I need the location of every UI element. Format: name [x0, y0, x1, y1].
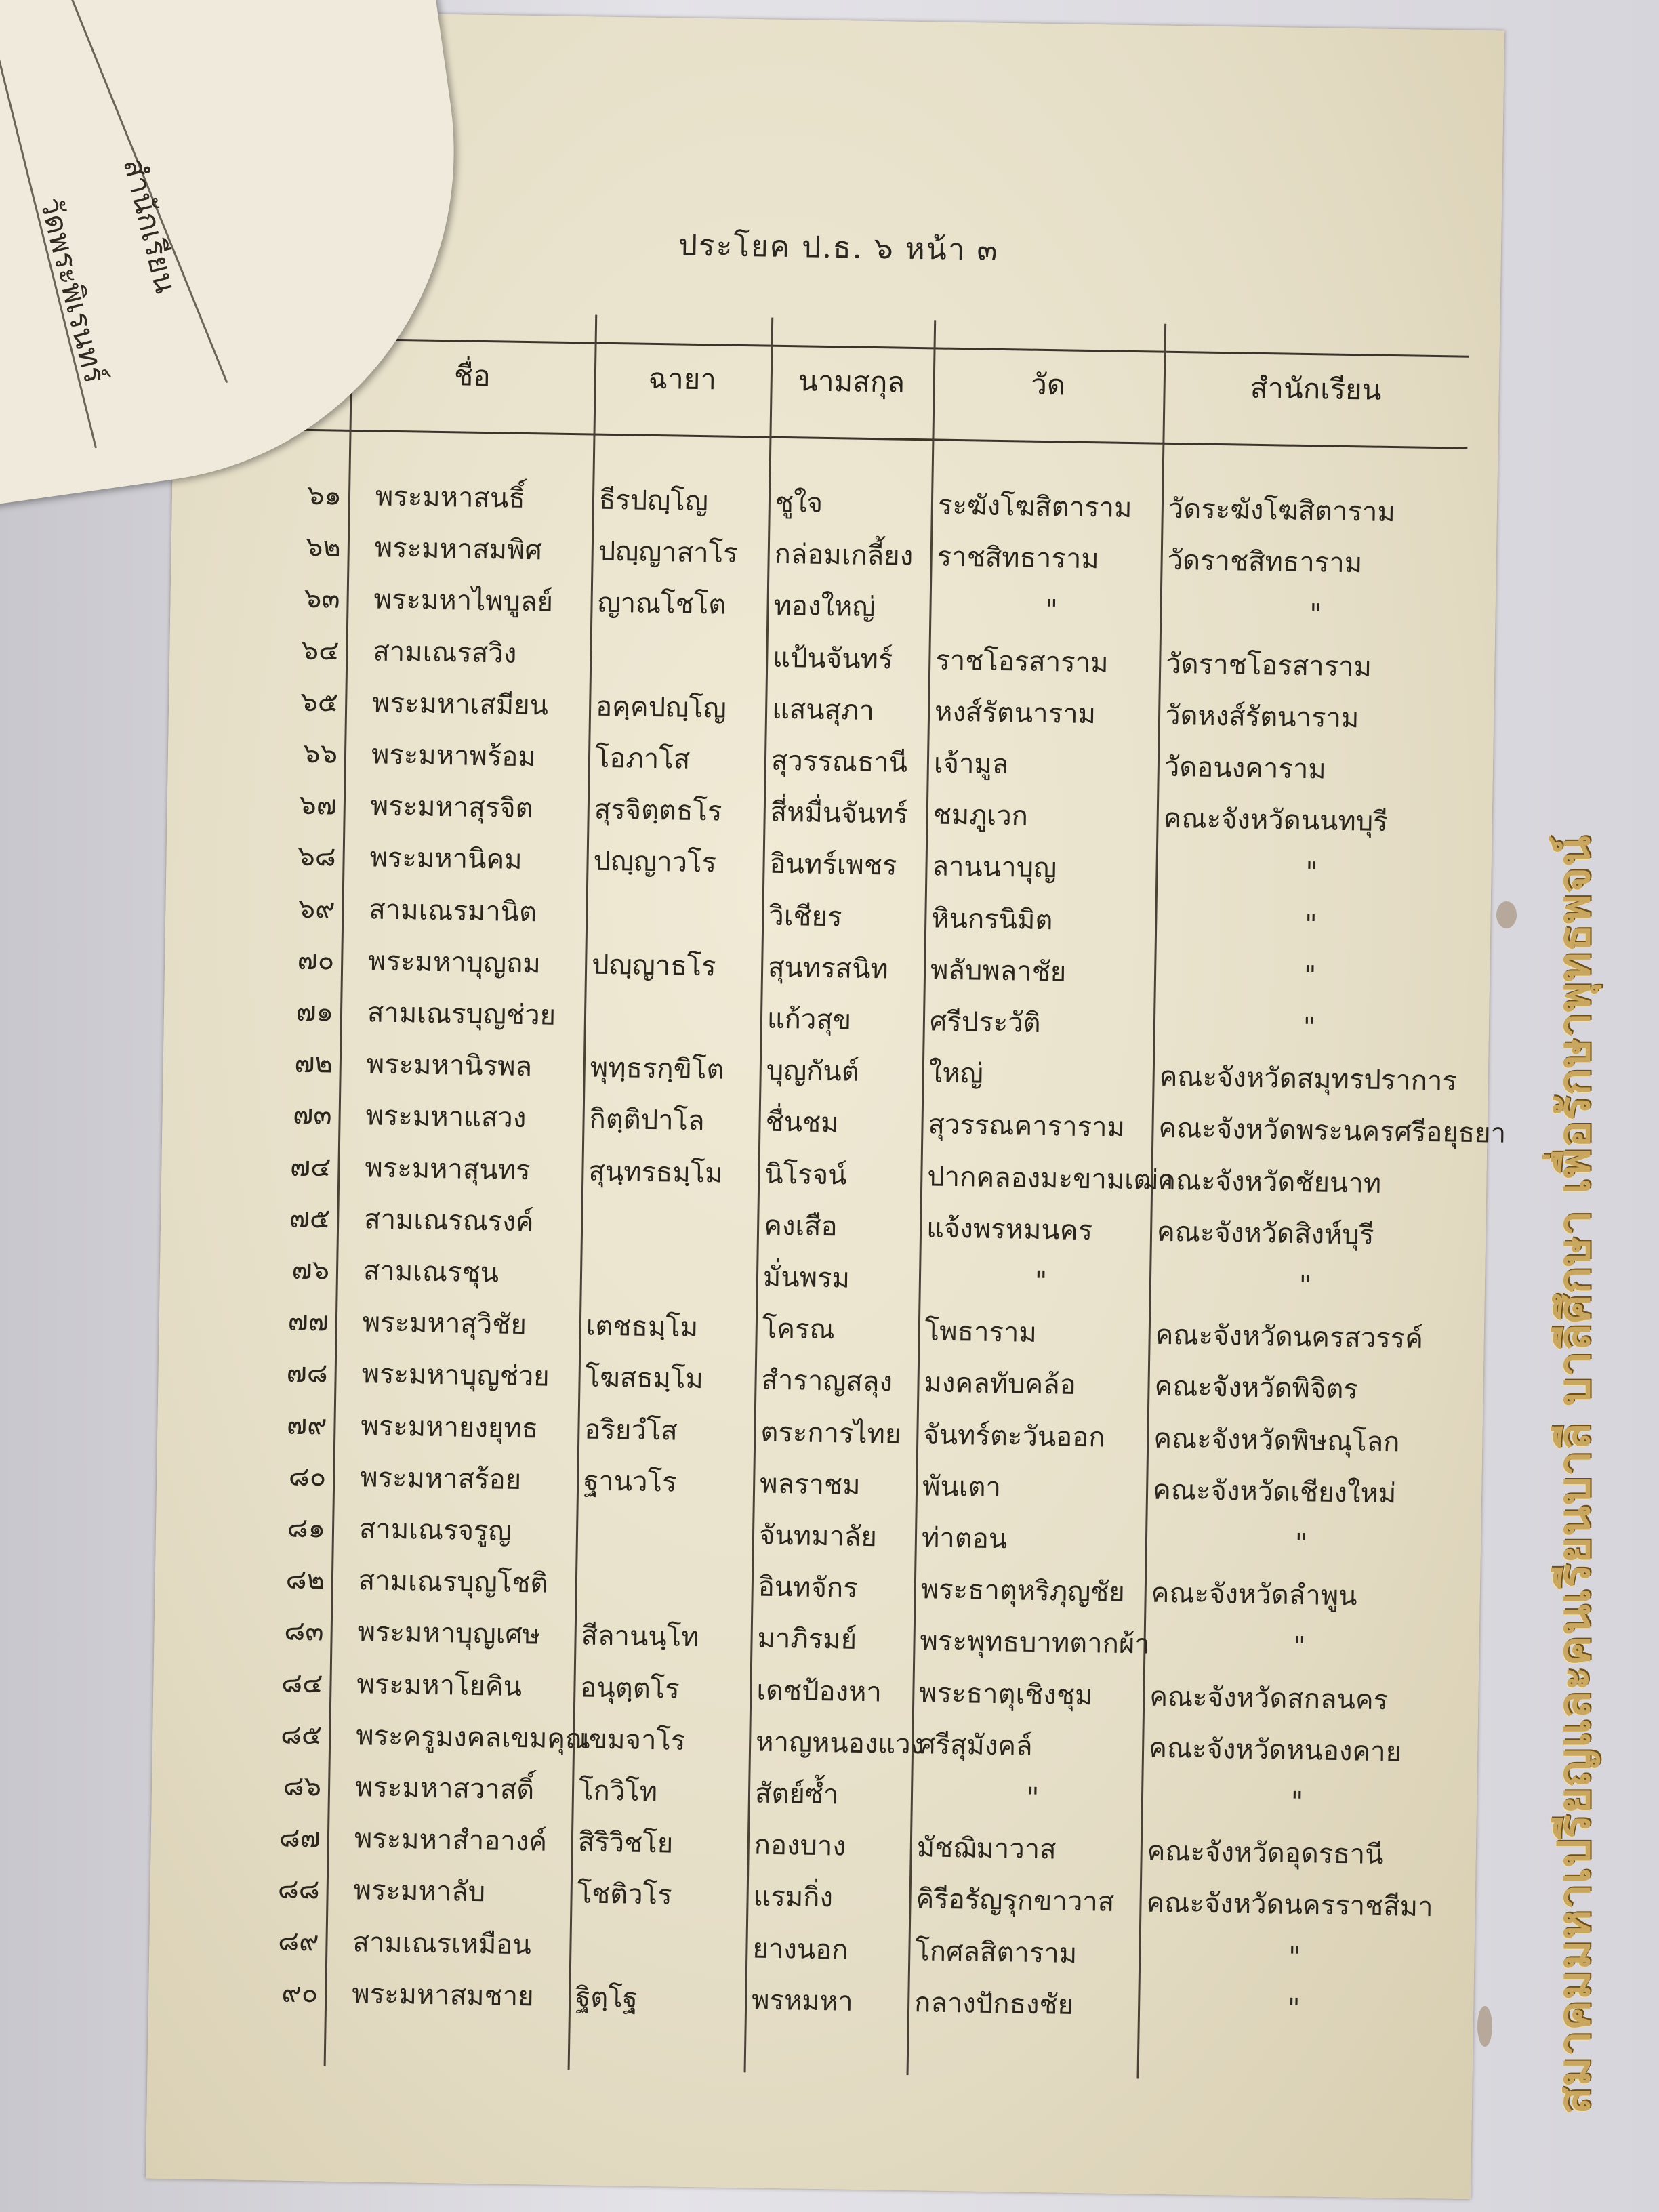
row-name: พระมหาแสวง [365, 1100, 527, 1134]
row-name: สามเณรสวิง [373, 636, 517, 670]
row-wat: ศรีสุมังคล์ [918, 1729, 1033, 1762]
row-alias: โชติวโร [577, 1878, 673, 1911]
row-name: สามเณรบุญโชติ [358, 1565, 548, 1599]
row-alias: โกวิโท [578, 1775, 658, 1808]
row-alias: ปญฺญาสาโร [598, 535, 738, 570]
row-number: ๗๖ [291, 1254, 330, 1286]
row-surname: สุนทรสนิท [767, 951, 889, 985]
row-surname: คงเสือ [763, 1210, 838, 1243]
row-school: คณะจังหวัดสกลนคร [1149, 1681, 1389, 1716]
row-number: ๘๔ [281, 1667, 323, 1700]
row-wat: ท่าตอน [921, 1522, 1008, 1555]
row-school: " [1290, 1786, 1304, 1818]
row-school: วัดราชโอรสาราม [1165, 648, 1372, 683]
row-school: คณะจังหวัดพิษณุโลก [1153, 1422, 1400, 1458]
row-school: วัดอนงคาราม [1164, 751, 1327, 785]
row-name: พระมหาสนธิ์ [375, 480, 526, 514]
row-name: พระมหานิรพล [366, 1048, 533, 1083]
row-school: " [1294, 1528, 1308, 1560]
row-surname: สำราญสลุง [761, 1364, 893, 1399]
row-name: พระมหานิคม [369, 842, 523, 876]
row-alias: อริยวํโส [584, 1414, 678, 1447]
row-name: พระมหาสุนทร [365, 1151, 531, 1186]
row-wat: ชมภูเวก [933, 799, 1029, 832]
row-name: พระมหาโยคิน [356, 1668, 523, 1702]
header-name: ชื่อ [453, 359, 491, 393]
row-wat: มงคลทับคล้อ [924, 1367, 1077, 1401]
row-wat: หินกรนิมิต [930, 903, 1053, 936]
row-name: พระมหาสวาสดิ์ [354, 1771, 535, 1806]
row-surname: บุญกันต์ [766, 1054, 860, 1088]
row-number: ๗๕ [289, 1202, 331, 1235]
row-name: สามเณรจรูญ [359, 1513, 512, 1547]
row-number: ๖๙ [298, 893, 335, 925]
row-surname: ยางนอก [752, 1933, 848, 1966]
row-name: พระมหาพร้อม [371, 739, 537, 773]
row-number: ๗๓ [292, 1099, 333, 1131]
row-surname: ตระการไทย [760, 1416, 901, 1450]
row-wat: " [1044, 594, 1059, 626]
row-wat: พระธาตุเชิงชุม [919, 1677, 1093, 1711]
row-school: " [1303, 960, 1317, 992]
row-alias: เตชธมฺโม [586, 1310, 699, 1344]
row-school: คณะจังหวัดสิงห์บุรี [1156, 1216, 1374, 1251]
row-number: ๙๐ [281, 1977, 319, 2009]
row-wat: กลางปักธงชัย [914, 1987, 1074, 2021]
row-number: ๘๕ [280, 1719, 323, 1751]
row-school: คณะจังหวัดเชียงใหม่ [1152, 1474, 1397, 1510]
row-name: พระมหาไพบูลย์ [373, 583, 554, 618]
row-alias: สีลานนฺโท [581, 1620, 699, 1654]
row-school: " [1287, 1992, 1300, 2024]
row-alias: ปญฺญาธโร [591, 949, 716, 983]
row-surname: ทองใหญ่ [773, 590, 876, 623]
row-name: สามเณรชุน [363, 1255, 499, 1289]
row-surname: อินทจักร [758, 1571, 859, 1605]
row-wat: ใหญ่ [928, 1057, 984, 1090]
row-school: " [1304, 908, 1317, 940]
row-surname: แสนสุภา [771, 693, 875, 726]
row-wat: สุวรรณคาราราม [928, 1109, 1126, 1144]
row-wat: ศรีประวัติ [929, 1006, 1041, 1039]
row-name: พระมหาสร้อย [359, 1462, 522, 1496]
row-surname: โครณ [762, 1313, 835, 1346]
row-wat: โพธาราม [924, 1315, 1038, 1349]
row-name: พระมหาสำอางค์ [354, 1823, 548, 1858]
row-surname: สัตย์ซ้ำ [754, 1778, 839, 1811]
row-surname: กล่อมเกลี้ยง [774, 538, 914, 573]
row-name: พระมหาบุญถม [367, 945, 541, 980]
row-wat: หงส์รัตนาราม [934, 696, 1097, 730]
row-number: ๘๗ [279, 1822, 321, 1854]
watermark: สมาคมมหาเปรียญและคนเรียนบาลี บาลีศึกษา เพื่อรักษาพุทธพจน์ [1547, 835, 1600, 2114]
row-surname: เดชป้องหา [756, 1675, 882, 1708]
previous-page-row: วัดพระพิเรนทร์ [33, 194, 112, 387]
row-school: วัดระฆังโฆสิตาราม [1168, 493, 1396, 529]
row-wat: ปากคลองมะขามเฒ่า [926, 1160, 1174, 1196]
row-wat: โกศลสิตาราม [915, 1935, 1078, 1969]
row-name: สามเณรมานิต [369, 893, 537, 928]
row-surname: กองบาง [754, 1829, 846, 1862]
header-school: สำนักเรียน [1250, 371, 1382, 407]
row-number: ๗๙ [286, 1409, 327, 1441]
row-alias: ธีรปญฺโญ [598, 484, 709, 518]
row-school: คณะจังหวัดนครราชสีมา [1146, 1887, 1433, 1923]
row-number: ๘๘ [277, 1873, 321, 1906]
row-name: พระมหาบุญเศษ [357, 1616, 541, 1651]
row-alias: เขมจาโร [579, 1723, 686, 1757]
page-title: ประโยค ป.ธ. ๖ หน้า ๓ [678, 228, 999, 268]
row-name: พระมหาสุรจิต [370, 790, 534, 825]
row-alias: สุรจิตฺตธโร [594, 794, 722, 827]
row-number: ๗๔ [289, 1151, 331, 1183]
row-surname: พลราชม [759, 1468, 861, 1501]
row-number: ๖๓ [304, 583, 340, 615]
results-table [263, 310, 1507, 2024]
row-surname: ชื่นชม [765, 1107, 839, 1139]
row-wat: ราชโอรสาราม [935, 644, 1109, 679]
row-wat: ราชสิทธาราม [937, 541, 1100, 575]
row-surname: แก้วสุข [766, 1003, 852, 1036]
row-school: วัดราชสิทธาราม [1167, 545, 1363, 579]
row-school: คณะจังหวัดพิจิตร [1154, 1371, 1359, 1406]
row-school: คณะจังหวัดนนทบุรี [1163, 802, 1389, 838]
row-school: คณะจังหวัดสมุทรปราการ [1159, 1061, 1458, 1097]
table-header-rule [262, 428, 1468, 449]
row-name: พระมหาสุวิชัย [362, 1307, 527, 1341]
row-wat: พระธาตุหริภุญชัย [920, 1574, 1126, 1609]
row-number: ๗๒ [294, 1047, 333, 1080]
row-wat: " [1026, 1782, 1040, 1814]
previous-page-header: สำนักเรียน [116, 155, 184, 297]
row-surname: มาภิรมย์ [757, 1622, 857, 1656]
row-number: ๘๓ [284, 1615, 325, 1647]
header-surname: นามสกุล [798, 364, 905, 399]
row-wat: พันเตา [922, 1471, 1002, 1503]
row-name: พระมหาเสมียน [371, 687, 549, 722]
row-alias: ฐานวโร [583, 1465, 677, 1498]
row-wat: แจ้งพรหมนคร [926, 1212, 1093, 1247]
row-number: ๘๑ [287, 1512, 326, 1544]
row-school: วัดหงส์รัตนาราม [1164, 699, 1359, 735]
row-surname: สี่หมื่นจันทร์ [770, 796, 909, 831]
row-number: ๖๔ [301, 634, 340, 667]
header-wat: วัด [1030, 367, 1066, 402]
row-alias: โอภาโส [594, 742, 691, 775]
row-wat: ลานนาบุญ [932, 851, 1057, 884]
row-alias: สุนฺทรธมฺโม [588, 1155, 724, 1189]
row-surname: นิโรจน์ [764, 1158, 847, 1191]
row-alias: ปญฺญาวโร [593, 845, 717, 879]
row-surname: แรมกิ่ง [753, 1881, 834, 1914]
row-name: สามเณรบุญช่วย [367, 997, 556, 1031]
paper-stain [1477, 2006, 1492, 2047]
row-surname: มั่นพรม [762, 1261, 851, 1294]
row-alias: สิริวิชโย [577, 1826, 674, 1860]
row-number: ๖๑ [306, 479, 342, 512]
row-name: พระมหายงยุทธ [361, 1410, 539, 1445]
row-number: ๗๗ [287, 1305, 329, 1338]
row-surname: จันทมาลัย [758, 1519, 878, 1553]
row-wat: เจ้ามูล [933, 747, 1009, 781]
row-surname: สุวรรณธานี [771, 745, 908, 779]
row-number: ๗๐ [297, 944, 335, 977]
row-number: ๘๖ [283, 1770, 322, 1803]
row-wat: พลับพลาชัย [930, 954, 1067, 988]
row-number: ๖๘ [298, 841, 337, 874]
row-number: ๗๘ [286, 1357, 329, 1389]
row-alias: โฆสธมฺโม [585, 1361, 704, 1395]
row-school: คณะจังหวัดลำพูน [1151, 1577, 1357, 1612]
row-school: " [1309, 598, 1323, 630]
row-school: คณะจังหวัดหนองคาย [1148, 1732, 1402, 1768]
row-alias: ญาณโชโต [597, 588, 726, 621]
row-name: พระครูมงคลเขมคุณ [355, 1720, 591, 1755]
row-surname: ชูใจ [775, 487, 823, 519]
row-school: " [1303, 1012, 1316, 1044]
row-wat: พระพุทธบาทตากผ้า [920, 1625, 1151, 1661]
row-wat: " [1034, 1265, 1048, 1298]
row-name: พระมหาลับ [353, 1875, 486, 1908]
row-number: ๘๒ [285, 1563, 325, 1596]
row-number: ๖๒ [305, 531, 342, 563]
row-number: ๖๕ [300, 686, 339, 718]
row-number: ๘๐ [288, 1460, 327, 1493]
row-name: พระมหาสมพิศ [374, 532, 543, 567]
row-school: " [1305, 857, 1319, 888]
row-surname: อินทร์เพชร [769, 848, 897, 882]
row-number: ๖๖ [302, 737, 338, 770]
row-school: คณะจังหวัดพระนครศรีอยุธยา [1158, 1113, 1507, 1150]
row-surname: แป้นจันทร์ [772, 642, 893, 676]
header-alias: ฉายา [648, 361, 717, 396]
row-alias: กิตฺติปาโล [589, 1103, 705, 1137]
row-school: คณะจังหวัดชัยนาท [1157, 1164, 1382, 1200]
row-alias: อนุตฺตโร [580, 1672, 680, 1705]
row-number: ๖๗ [299, 789, 337, 821]
row-surname: วิเชียร [769, 900, 842, 933]
row-alias: ฐิตฺโฐ [575, 1982, 638, 2014]
row-name: สามเณรเหมือน [352, 1926, 532, 1961]
row-school: " [1298, 1270, 1312, 1302]
row-number: ๘๙ [277, 1925, 319, 1958]
row-alias: อคฺคปญฺโญ [595, 691, 727, 724]
row-wat: จันทร์ตะวันออก [923, 1418, 1105, 1454]
paper-stain [1496, 901, 1517, 928]
row-school: คณะจังหวัดอุดรธานี [1147, 1835, 1384, 1871]
row-wat: คิรีอรัญรุกขาวาส [916, 1883, 1115, 1919]
row-school: " [1292, 1631, 1307, 1663]
row-surname: พรหมหา [751, 1984, 853, 2018]
row-name: พระมหาบุญช่วย [361, 1358, 550, 1393]
row-name: สามเณรณรงค์ [363, 1204, 534, 1238]
row-number: ๗๑ [295, 996, 334, 1028]
row-alias: พุทฺธรกฺขิโต [590, 1052, 724, 1086]
row-school: คณะจังหวัดนครสวรรค์ [1155, 1319, 1424, 1355]
row-surname: หาญหนองแวง [755, 1726, 924, 1761]
row-wat: ระฆังโฆสิตาราม [937, 489, 1132, 525]
row-school: " [1288, 1941, 1301, 1973]
row-name: พระมหาสมชาย [351, 1978, 534, 2013]
row-wat: มัชฌิมาวาส [916, 1832, 1057, 1866]
